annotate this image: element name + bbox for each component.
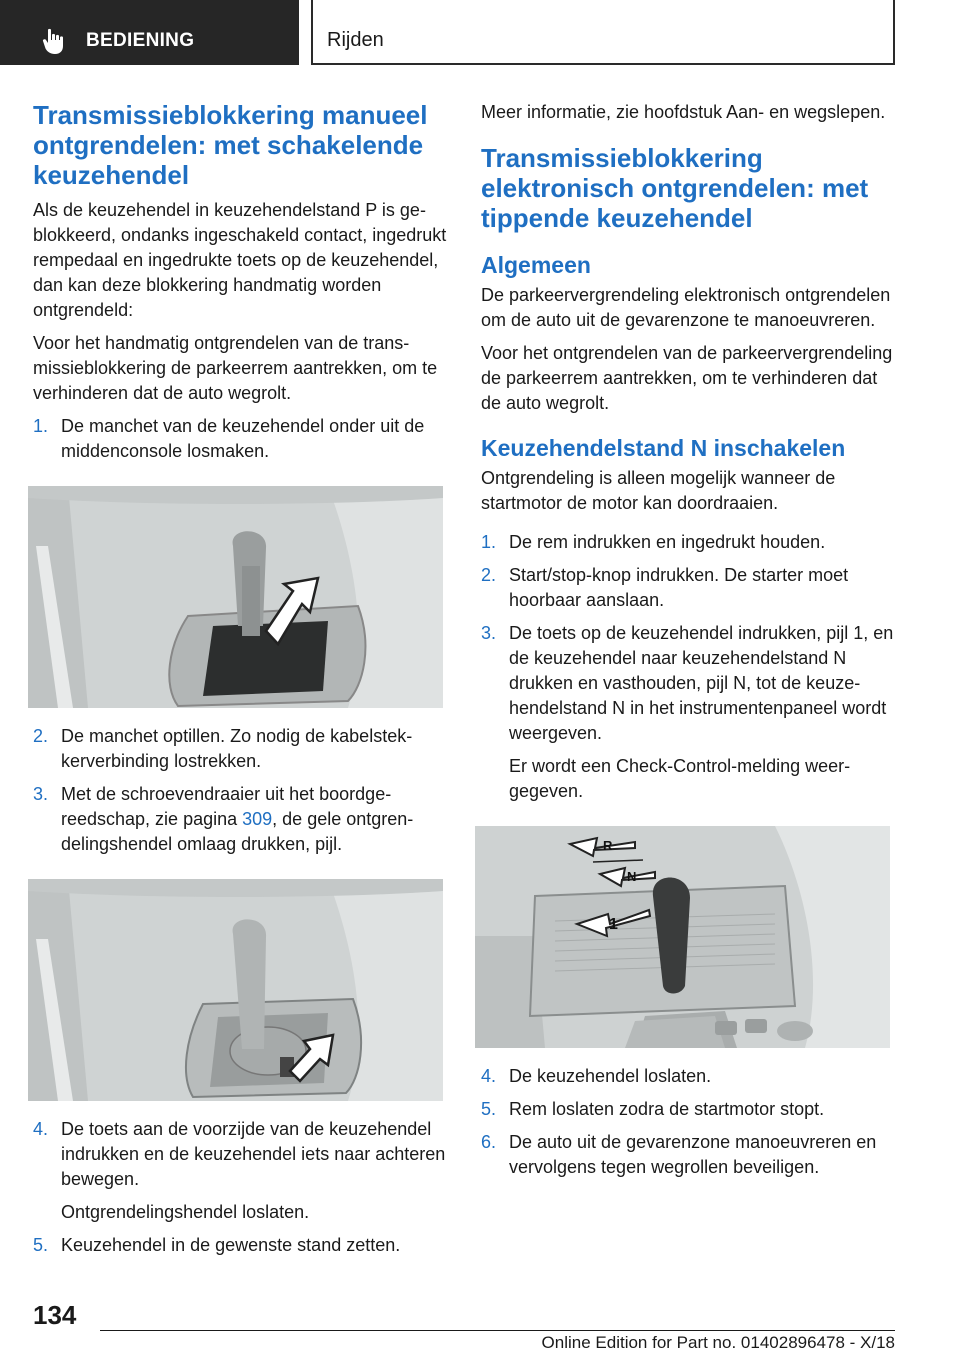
- step-number: 3.: [33, 784, 49, 804]
- list-item: [33, 414, 447, 464]
- step-text-pre: Met de schroevendraaier uit het boordgereedschap, zie pagina: [61, 784, 392, 829]
- hand-icon: [40, 26, 70, 56]
- step-number: 1.: [481, 532, 497, 552]
- general-para-2: Voor het ontgrendelen van de parkeervergrendeling de parkeerrem aantrekken, om te verhinderen dat de auto wegrolt.: [481, 343, 893, 413]
- step-text: De toets op de keuzehendel indrukken, pijl 1, en de keuzehendel naar keuzehendelstand N drukken en vasthouden, pijl N, tot de keuzehendelstand N in het instrumentenpaneel wordt weergeven.: [509, 623, 894, 743]
- step-number: 2.: [481, 565, 497, 585]
- label-r: R: [603, 838, 613, 853]
- label-1: 1: [609, 916, 618, 933]
- manual-unlock-para: Voor het handmatig ontgrendelen van de transmissieblokkering de parkeerrem aantrekken, om te verhinderen dat de auto wegrolt.: [33, 333, 438, 403]
- neutral-steps-b: [481, 1064, 895, 1180]
- manual-steps-c: [33, 1117, 447, 1258]
- list-item: [33, 782, 447, 857]
- edition-info: Online Edition for Part no. 01402896478 - X/18: [541, 1333, 895, 1352]
- chapter-label: Rijden: [327, 29, 384, 51]
- step-text: De auto uit de gevarenzone manoeuvreren en vervolgens tegen wegrollen beveiligen.: [509, 1132, 877, 1177]
- towing-reference: Meer informatie, zie hoofdstuk Aan- en wegslepen.: [481, 102, 886, 122]
- left-column: [33, 100, 447, 1266]
- general-para-1: De parkeervergrendeling elektronisch ontgrendelen om de auto uit de gevarenzone te manoeuvreren.: [481, 285, 891, 330]
- list-item: [33, 1233, 447, 1258]
- chapter-header: [311, 0, 895, 65]
- neutral-heading: Keuzehendelstand N inschakelen: [481, 435, 846, 461]
- step-text: De toets aan de voorzijde van de keuzehendel indrukken en de keuzehendel iets naar achteren bewegen.: [61, 1119, 446, 1189]
- neutral-para: Ontgrendeling is alleen mogelijk wanneer de startmotor de motor kan doordraaien.: [481, 468, 836, 513]
- step-number: 5.: [481, 1099, 497, 1119]
- step-text: Keuzehendel in de gewenste stand zetten.: [61, 1235, 401, 1255]
- list-item: [481, 621, 895, 804]
- step-text: De rem indrukken en ingedrukt houden.: [509, 532, 826, 552]
- step-text: De manchet van de keuzehendel onder uit de middenconsole losmaken.: [61, 416, 425, 461]
- list-item: [33, 724, 447, 774]
- manual-unlock-intro: Als de keuzehendel in keuzehendelstand P is geblokkeerd, ondanks ingeschakeld contact, ingedrukt rempedaal en ingedrukte toets op de keuzehendel, dan kan deze blokkering handmatig worden ontgrendeld:: [33, 200, 447, 320]
- step-subtext: Er wordt een Check-Control-melding weergegeven.: [509, 756, 851, 801]
- step-number: 2.: [33, 726, 49, 746]
- manual-unlock-title: Transmissieblokkering manueel ontgrendelen: met schakelende keuzehendel: [33, 100, 428, 190]
- step-number: 3.: [481, 623, 497, 643]
- step-number: 4.: [33, 1119, 49, 1139]
- list-item: [481, 1064, 895, 1089]
- figure-tip-selector: [475, 826, 890, 1048]
- right-column: [481, 100, 895, 1188]
- figure-yellow-lever: [28, 879, 443, 1101]
- list-item: [481, 530, 895, 555]
- step-number: 1.: [33, 416, 49, 436]
- section-label: BEDIENING: [86, 30, 195, 51]
- list-item: [481, 1130, 895, 1180]
- manual-steps-a: [33, 414, 447, 464]
- step-text-post: , de gele ontgrendelingshendel omlaag drukken, pijl.: [61, 809, 414, 854]
- list-item: [33, 1117, 447, 1225]
- section-tab[interactable]: [0, 0, 299, 65]
- footer-divider: [100, 1330, 895, 1331]
- electronic-unlock-title: Transmissieblokkering elektronisch ontgrendelen: met tippende keuzehendel: [481, 143, 869, 233]
- manual-steps-b: [33, 724, 447, 857]
- page-reference-link[interactable]: 309: [242, 809, 273, 829]
- step-number: 4.: [481, 1066, 497, 1086]
- step-text: De manchet optillen. Zo nodig de kabelstekkerverbinding lostrekken.: [61, 726, 413, 771]
- list-item: [481, 1097, 895, 1122]
- figure-boot-removal: [28, 486, 443, 708]
- step-number: 5.: [33, 1235, 49, 1255]
- step-text: Start/stop-knop indrukken. De starter moet hoorbaar aanslaan.: [509, 565, 849, 610]
- label-n: N: [627, 869, 637, 884]
- step-text: De keuzehendel loslaten.: [509, 1066, 712, 1086]
- step-subtext: Ontgrendelingshendel loslaten.: [61, 1202, 310, 1222]
- step-number: 6.: [481, 1132, 497, 1152]
- list-item: [481, 563, 895, 613]
- step-text: Rem loslaten zodra de startmotor stopt.: [509, 1099, 825, 1119]
- neutral-steps-a: [481, 530, 895, 804]
- page-number: 134: [33, 1300, 77, 1330]
- general-heading: Algemeen: [481, 252, 591, 278]
